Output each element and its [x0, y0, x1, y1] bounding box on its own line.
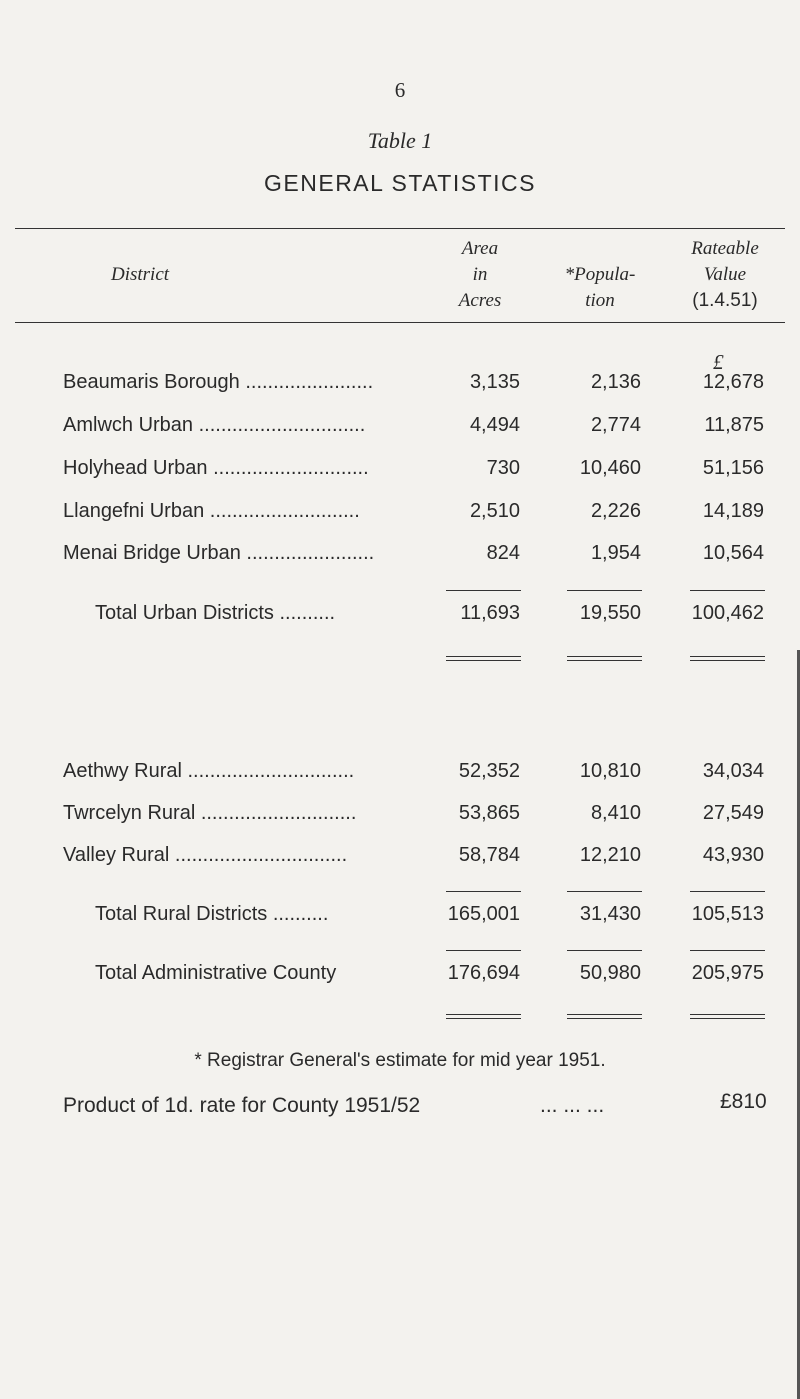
row-area: 2,510 [469, 500, 520, 522]
currency-symbol: £ [713, 350, 724, 374]
table-row [0, 410, 800, 440]
table-row [0, 798, 800, 828]
total-urban-label: Total Urban Districts .......... [95, 602, 336, 624]
total-rural-label: Total Rural Districts .......... [95, 903, 329, 925]
double-rule [690, 1014, 765, 1019]
header-population-line1: *Popula- [564, 264, 636, 285]
product-label: Product of 1d. rate for County 1951/52 [63, 1094, 421, 1117]
page-number: 6 [394, 78, 406, 102]
subtotal-rule [446, 950, 521, 951]
double-rule [446, 1014, 521, 1019]
header-area-line3: Acres [458, 290, 502, 311]
row-value: 14,189 [702, 500, 764, 522]
row-area: 4,494 [469, 414, 520, 436]
total-rural-area: 165,001 [447, 903, 520, 925]
header-population-line2: tion [585, 290, 615, 311]
row-value: 10,564 [702, 542, 764, 564]
row-area: 730 [486, 457, 520, 479]
table-row [0, 756, 800, 786]
row-population: 12,210 [579, 844, 641, 866]
total-county-population: 50,980 [579, 962, 641, 984]
row-district: Beaumaris Borough ....................... [63, 371, 374, 393]
subtotal-rule [446, 891, 521, 892]
total-county-row [0, 958, 800, 988]
table-title: GENERAL STATISTICS [264, 170, 536, 196]
row-district: Llangefni Urban ........................... [63, 500, 360, 522]
row-area: 824 [486, 542, 520, 564]
total-rural-row [0, 899, 800, 929]
header-rateable-line1: Rateable [691, 238, 759, 259]
double-rule [446, 656, 521, 661]
header-district [15, 262, 265, 288]
row-value: 43,930 [702, 844, 764, 866]
table-row [0, 538, 800, 568]
row-population: 2,136 [590, 371, 641, 393]
total-rural-value: 105,513 [691, 903, 764, 925]
row-district: Aethwy Rural .............................. [63, 760, 355, 782]
row-population: 10,810 [579, 760, 641, 782]
row-population: 2,226 [590, 500, 641, 522]
total-county-area: 176,694 [447, 962, 520, 984]
row-value: 12,678 [702, 371, 764, 393]
total-urban-value: 100,462 [691, 602, 764, 624]
double-rule [567, 1014, 642, 1019]
double-rule [690, 656, 765, 661]
total-urban-area: 11,693 [460, 602, 520, 624]
row-district: Holyhead Urban ............................ [63, 457, 369, 479]
row-population: 1,954 [590, 542, 641, 564]
double-rule [567, 656, 642, 661]
subtotal-rule [690, 590, 765, 591]
row-district: Menai Bridge Urban ....................... [63, 542, 375, 564]
row-population: 2,774 [590, 414, 641, 436]
header-population [540, 262, 660, 314]
subtotal-rule [567, 590, 642, 591]
table-caption: Table 1 [367, 128, 433, 153]
table-row [0, 840, 800, 870]
row-population: 8,410 [590, 802, 641, 824]
header-rateable-line2: Value [703, 264, 747, 285]
product-value: £810 [720, 1090, 767, 1113]
header-rule [15, 322, 785, 323]
subtotal-rule [567, 950, 642, 951]
subtotal-rule [690, 891, 765, 892]
header-area-line1: Area [461, 238, 499, 259]
table-row [0, 496, 800, 526]
top-rule [15, 228, 785, 229]
total-county-label: Total Administrative County [95, 962, 337, 984]
row-district: Amlwch Urban .............................. [63, 414, 366, 436]
row-value: 51,156 [702, 457, 764, 479]
row-value: 27,549 [702, 802, 764, 824]
product-dots: ... ... ... [540, 1094, 605, 1117]
subtotal-rule [567, 891, 642, 892]
subtotal-rule [690, 950, 765, 951]
row-value: 34,034 [702, 760, 764, 782]
row-area: 3,135 [469, 371, 520, 393]
footnote: * Registrar General's estimate for mid year 1951. [194, 1050, 606, 1071]
header-rateable [665, 236, 785, 314]
row-value: 11,875 [704, 414, 764, 436]
table-row [0, 367, 800, 397]
header-rateable-line3: (1.4.51) [692, 290, 758, 311]
header-area-line2: in [472, 264, 488, 285]
row-district: Valley Rural ............................... [63, 844, 348, 866]
total-urban-row [0, 598, 800, 628]
table-row [0, 453, 800, 483]
row-population: 10,460 [579, 457, 641, 479]
row-district: Twrcelyn Rural ............................ [63, 802, 357, 824]
total-urban-population: 19,550 [579, 602, 641, 624]
header-area [420, 236, 540, 314]
total-county-value: 205,975 [691, 962, 764, 984]
header-district-label: District [110, 264, 170, 285]
total-rural-population: 31,430 [579, 903, 641, 925]
row-area: 53,865 [458, 802, 520, 824]
subtotal-rule [446, 590, 521, 591]
row-area: 52,352 [458, 760, 520, 782]
row-area: 58,784 [458, 844, 520, 866]
